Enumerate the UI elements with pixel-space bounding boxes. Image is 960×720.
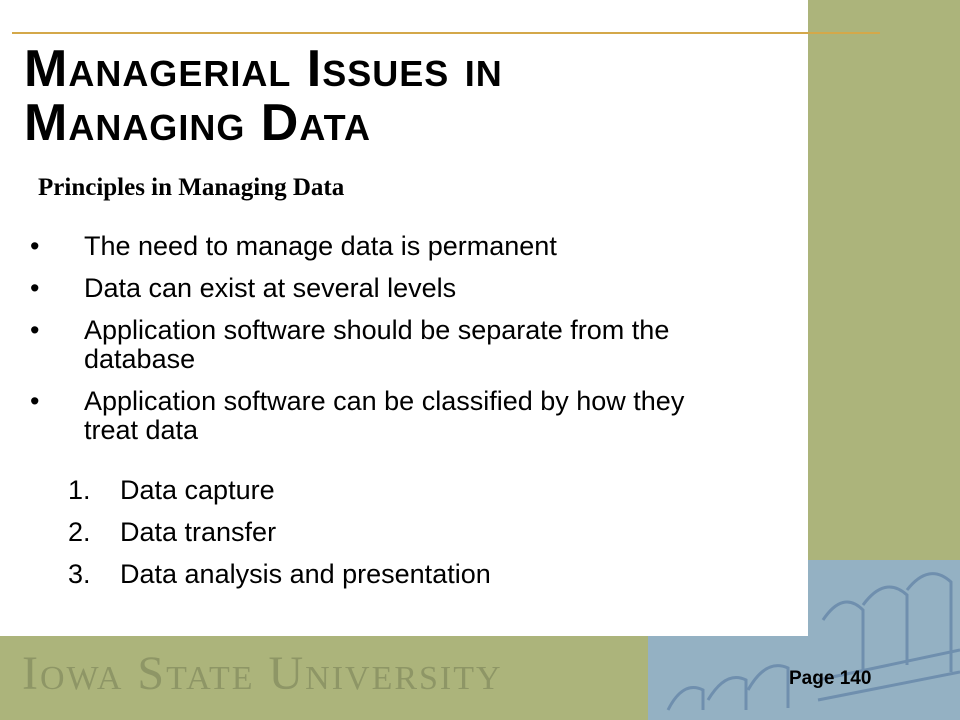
bullet-text: Application software should be separate from the database <box>84 315 670 374</box>
bullet-glyph: • <box>30 315 40 345</box>
title-line-1: Managerial Issues in <box>24 40 503 98</box>
item-text: Data analysis and presentation <box>120 559 491 589</box>
bullet-item <box>30 316 730 374</box>
item-number: 3. <box>68 559 91 589</box>
item-text: Data transfer <box>120 517 277 547</box>
university-wordmark-logo: Iowa State University <box>22 647 503 700</box>
campus-building-graphic <box>648 560 960 720</box>
numbered-list <box>68 476 491 602</box>
item-text: Data capture <box>120 475 275 505</box>
bullet-list <box>30 232 730 458</box>
page-number: Page 140 <box>789 668 872 689</box>
numbered-item <box>68 476 491 505</box>
bullet-glyph: • <box>30 273 40 303</box>
bullet-glyph: • <box>30 231 40 261</box>
slide-subtitle: Principles in Managing Data <box>38 174 345 201</box>
numbered-item <box>68 560 491 589</box>
bullet-item <box>30 387 730 445</box>
item-number: 1. <box>68 475 91 505</box>
title-line-2: Managing Data <box>24 94 371 152</box>
bullet-item <box>30 274 730 303</box>
numbered-item <box>68 518 491 547</box>
bullet-item <box>30 232 730 261</box>
item-number: 2. <box>68 517 91 547</box>
bullet-text: Application software can be classified by how they treat data <box>84 386 685 445</box>
bullet-glyph: • <box>30 386 40 416</box>
slide-title <box>24 42 503 150</box>
bullet-text: Data can exist at several levels <box>84 273 457 303</box>
bullet-text: The need to manage data is permanent <box>84 231 557 261</box>
title-rule <box>12 32 880 34</box>
